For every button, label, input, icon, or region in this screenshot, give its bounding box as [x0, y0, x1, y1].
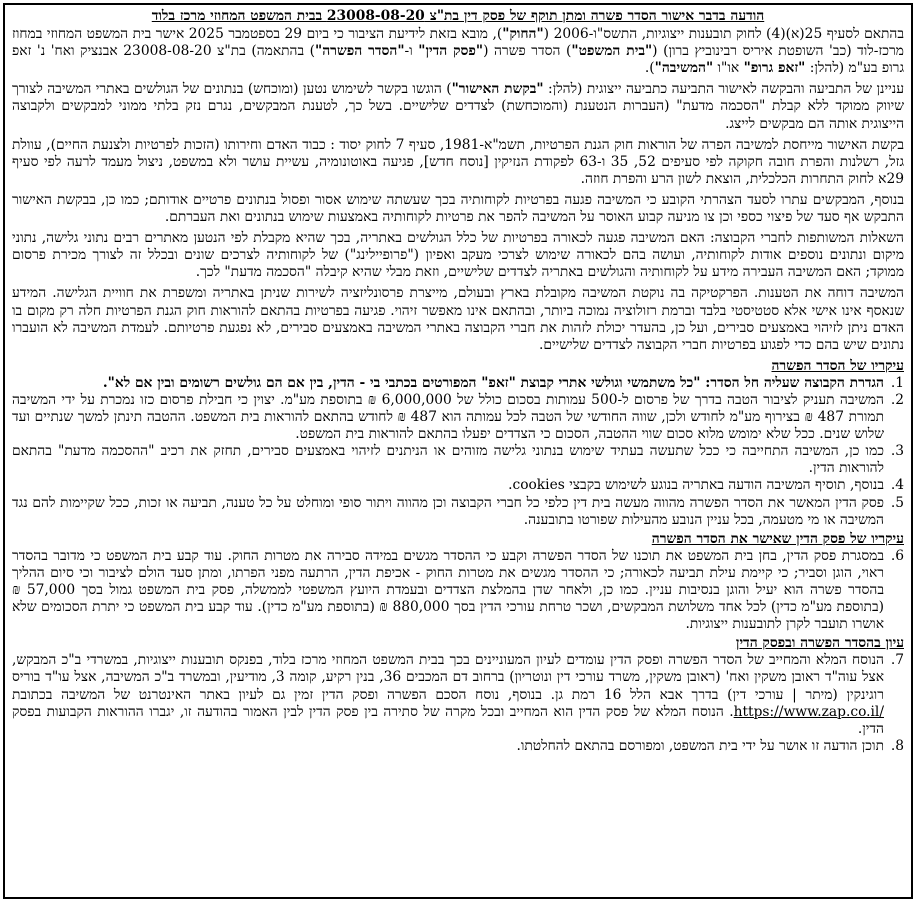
term-court: "בית המשפט" — [571, 43, 653, 60]
item-number: 2. — [890, 391, 904, 408]
item-number: 4. — [890, 477, 904, 494]
item-text: בנוסף, תוסיף המשיבה הודעה באתריה בנוגע לשימוש בקבצי cookies. — [508, 477, 884, 494]
item-number: 7. — [890, 652, 904, 669]
term-ruling: "פסק הדין" — [418, 43, 484, 60]
legal-notice — [3, 3, 913, 899]
item-text: במסגרת פסק הדין, בחן בית המשפט את תוכנו של הסדר הפשרה וקבע כי ההסדר מגשים במידה סבירה את מטרות החוק. עוד קבע בית המשפט כי מדובר בהסדר ראוי, הוגן וסביר; כי קיימת עילת תביעה לכאורה; כי ההסדר מגשים את מטרות החוק - אכיפת הדין, הרתעה מפני הפרתו, ומתן סעד הולם לציבור וכי סיום ההליך בהסדר פשרה הוא יעיל והוגן בנסיבות עניין. כמו כן, ולאחר שדן בהמלצת הצדדים ובעמדת היועץ המשפטי לממשלה, פסק בית המשפט גמול בסך 57,000 ₪ (בתוספת מע"מ כדין) לכל אחד משלושת המבקשים, ושכר טרחת עורכי הדין בסך 880,000 ₪ (בתוספת מע"מ כדין). עוד קבע בית המשפט כי יתרת הסכומים שלא אושרו תועבר לקרן לתובענות ייצוגיות. — [12, 547, 885, 633]
item-text: פסק הדין המאשר את הסדר הפשרה מהווה מעשה בית דין כלפי כל חברי הקבוצה וכן מהווה ויתור סופי ומוחלט על כל טענה, תביעה או זכות, ככל שקיימות להם נגד המשיבה או מי מטעמה, בכל עניין הנובע מהעילות שפורטו בתובענה. — [12, 494, 884, 528]
term-zap: "זאפ גרופ" — [743, 60, 806, 77]
list-item — [12, 443, 904, 477]
intro-paragraph-4: בנוסף, המבקשים עתרו לסעד הצהרתי הקובע כי המשיבה פגעה בפרטיות לקוחותיה בכך שעשתה שימוש אסור ופסול בנתונים פרטיים אודותם; כמו כן, בבקשת האישור התבקש אף סעד של פיצוי כספי וכן צו מניעה קבוע האוסר על המשיבה להפר את פרטיות לקוחותיה באמצעות שימוש בנתונים ואת העברתם. — [12, 191, 904, 226]
intro-paragraph-3: בקשת האישור מייחסת למשיבה הפרה של הוראות חוק הגנת הפרטיות, תשמ"א-1981, סעיף 7 לחוק יסוד : כבוד האדם וחירותו (הזכות לפרטיות ולצנעת החיים), עוולת גזל, רשלנות והפרת חובה חקוקה לפי סעיפים 52, 35 ו-63 לפקודת הנזיקין [נוסח חדש], פגיעה באוטונומיה, עשיית עושר ולא במשפט, ניצול מעמד לרעה לפי סעיף 29א לחוק התחרות הכלכלית, הוצאת לשון הרע והפרת חוזה. — [12, 136, 905, 187]
intro-paragraph-2: עניינן של התביעה והבקשה לאישור התביעה כתביעה ייצוגית (להלן: "בקשת האישור") הוגשו בקשר לשימוש נטען (ומוכחש) בנתונים של הגולשים באתרי המשיבה לצורך שיווק ממוקד ללא קבלת "הסכמה מדעת" (העברות הנטענת (והמוכחשת) לצדדים שלישיים. בשל כך, לטענת המבקשים, נגרם נזק בלתי ממוני למבקשים ולקבוצה הייצוגית אותה הם מבקשים לייצג. — [12, 81, 904, 132]
section-heading-ruling: עיקריו של פסק הדין שאישר את הסדר הפשרה — [651, 530, 904, 547]
settlement-list — [12, 375, 904, 529]
item-text: המשיבה תעניק לציבור הטבה בדרך של פרסום ל-500 עמותות בסכום כולל של 6,000,000 ₪ בתוספת מע"מ. יצוין כי חבילת פרסום כזו נמכרת על ידי המשיבה תמורת 487 ₪ בצירוף מע"מ לחודש ולכן, שווה החודשי של הטבה לכל עמותה הוא 487 ₪ לחודש בהתאם להוראות בית המשפט. ההטבה תינתן למשך שנתיים ועד שלוש שנים. ככל שלא ימומש מלוא סכום שווי ההטבה, הסכום כי הצדדים יפעלו בהתאם להוראות בית המשפט. — [12, 391, 884, 443]
list-item — [12, 652, 904, 737]
term-settlement: "הסדר הפשרה" — [315, 43, 405, 60]
item-text: כמו כן, המשיבה התחייבה כי ככל שתעשה בעתיד שימוש בנתוני גלישה מזוהים או הניתנים לזיהוי באמצעים סבירים, תחזק את רכיב "ההסכמה מדעת" בהתאם להוראות הדין. — [12, 443, 884, 477]
item-number: 1. — [890, 374, 904, 391]
term-respondent: "המשיבה" — [654, 60, 714, 77]
item-number: 5. — [890, 494, 904, 511]
item-text: תוכן הודעה זו אושר על ידי בית המשפט, ומפורסם בהתאם להחלטתו. — [516, 737, 884, 754]
list-item — [12, 375, 904, 392]
item-number: 3. — [890, 443, 904, 460]
intro-paragraph-5: השאלות המשותפות לחברי הקבוצה: האם המשיבה פגעה לכאורה בפרטיות של כלל הגולשים באתריה, בכך שהיא מקבלת לפי הנטען מאתרים רבים נתוני גלישה, נתוני מיקום ונתונים נוספים אודות לקוחותיה, ועושה בהם לכאורה שימוש לצרכי מעקב ואפיון ("פרופיילינג") של לקוחותיה לצרכים שונים ובכלל זה לצורך מכירת פרסום ממוקד; האם המשיבה העבירה מידע על לקוחותיה והגולשים באתריה לצדדים שלישיים, וזאת מבלי שהיא קיבלה "הסכמה מדעת" לכך. — [12, 230, 904, 281]
website-link[interactable]: https://www.zap.co.il/ — [733, 703, 884, 720]
term-law: "החוק" — [502, 26, 544, 43]
item-number: 8. — [890, 737, 904, 754]
list-item — [12, 477, 904, 494]
intro-paragraph-1: בהתאם לסעיף 25(א)(4) לחוק תובענות ייצוגיות, התשס"ו-2006 ("החוק"), מובא בזאת לידיעת הציבור כי ביום 29 בספטמבר 2025 אישר בית המשפט המחוזי במחוז מרכז-לוד (כב' השופטת איריס רבינוביץ ברון) ("בית המשפט") הסדר פשרה ("פסק הדין" ו-"הסדר הפשרה") בהתאמה) בת"צ 23008-08-20 אבנציק ואח' נ' זאפ גרופ בע"מ (להלן: "זאפ גרופ" או"ו "המשיבה"). — [12, 26, 905, 77]
intro-paragraph-6: המשיבה דוחה את הטענות. הפרקטיקה בה נוקטת המשיבה מקובלת בארץ ובעולם, מייצרת פרסונליזציה לשירות שניתן באתריה ומשפרת את חוויית הגלישה. המידע שנאסף אינו אישי אלא סטטיסטי בלבד וברמת רזולוציה נמוכה ביותר, ובהתאם אינו מאפשר זיהוי. פגיעה בפרטיות בהתאם להוראות חוק הגנת הפרטיות חלה רק מקום בו האדם ניתן לזיהוי באמצעים סבירים, ועל כן, בהעדר יכולת לזהות את חברי הקבוצה באתרי המשיבה באמצעים סבירים, לא נפגעת פרטיותם. לעמדת המשיבה לא הועברו נתונים שיש בהם כדי לפגוע בפרטיות חברי הקבוצה לצדדים שלישיים. — [12, 285, 904, 353]
ruling-list — [12, 548, 904, 633]
item-number: 6. — [890, 547, 904, 564]
item-text: הגדרת הקבוצה שעליה חל הסדר: "כל משתמשי וגולשי אתרי קבוצת "זאפ" המפורטים בכתבי בי - הדין, בין אם הם גולשים רשומים ובין אם לא". — [102, 374, 884, 391]
notice-title: הודעה בדבר אישור הסדר פשרה ומתן תוקף של פסק דין בת"צ 23008-08-20 בבית המשפט המחוזי מרכז בלוד — [151, 8, 765, 24]
section-heading-settlement: עיקריו של הסדר הפשרה — [771, 357, 904, 374]
list-item — [12, 495, 904, 529]
list-item — [12, 548, 904, 633]
item-text: הנוסח המלא והמחייב של הסדר הפשרה ופסק הדין עומדים לעיון המעוניינים בכך בבית המשפט המחוזי מרכז בלוד, בפנקס תובענות ייצוגיות, במשרדי ב"כ המבקש, אצל עוה"ד ראובן משקין ואח' (ראובן משקין, משרד עורכי דין ונוטריון) ברחוב דם המכבים 36, בנין רקיע, קומה 3, מודיעין, ובמשרד ב"כ המשיבה, אצל עו"ד בוריס רוגינקין (מיתר | עורכי דין) בדרך אבא הלל 16 רמת גן. בנוסף, נוסח הסכם הפשרה ופסק הדין זמין גם לעיון באתר האינטרנט של המשיבה בכתובת https://www.zap.co.il/. הנוסח המלא של פסק הדין הוא המחייב ובכל מקרה של סתירה בין פסק הדין לבין האמור בהודעה זו, יגברו ההוראות הקבועות בפסק הדין. — [12, 652, 884, 737]
term-approval-request: "בקשת האישור" — [451, 81, 544, 98]
list-item — [12, 738, 904, 755]
section-heading-inspection: עיון בהסדר הפשרה ובפסק הדין — [735, 635, 904, 652]
inspection-list — [12, 652, 904, 755]
list-item — [12, 392, 904, 443]
